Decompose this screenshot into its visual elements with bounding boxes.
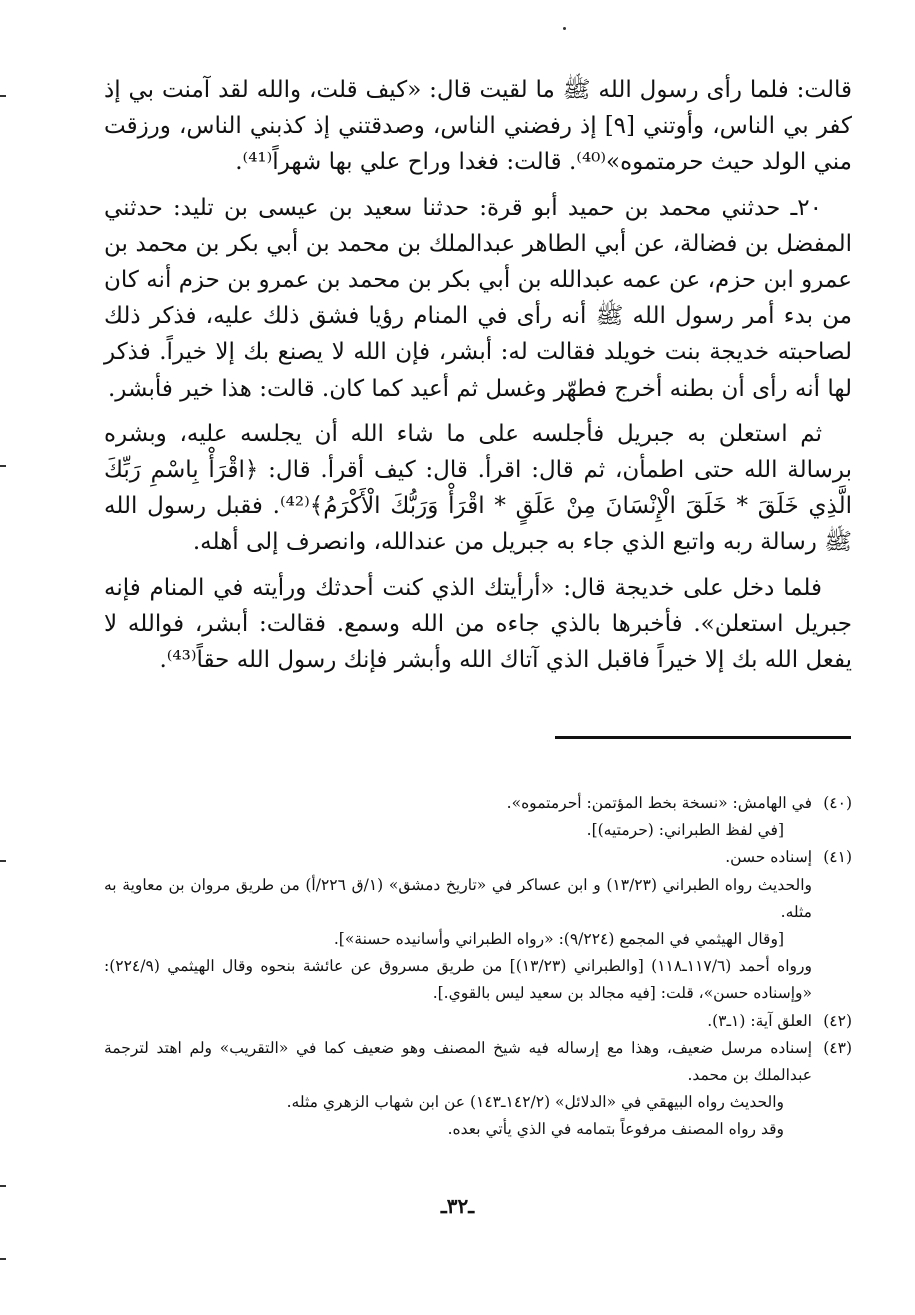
footnote-line: في الهامش: «نسخة بخط المؤتمن: أحرمتموه». [506, 794, 812, 812]
footnote-body [104, 790, 812, 844]
scan-speck [563, 27, 566, 30]
footnote [104, 1035, 852, 1144]
paragraph: قالت: فلما رأى رسول الله ﷺ ما لقيت قال: «كيف قلت، والله لقد آمنت بي إذ كفر بي الناس، وأوتني [٩] إذ رفضني الناس، وصدقتني إذ كذبني الناس، ورزقت مني الولد حيث حرمتموه»⁽⁴⁰⁾. قالت: فغدا وراح علي بها شهراً⁽⁴¹⁾. [104, 77, 853, 176]
paragraph: ثم استعلن به جبريل فأجلسه على ما شاء الله أن يجلسه عليه، وبشره برسالة الله حتى اطمأن، ثم قال: اقرأ. قال: كيف أقرأ. قال: ﴿اقْرَأْ بِاسْمِ رَبِّكَ الَّذِي خَلَقَ * خَلَقَ الْإِنْسَانَ مِنْ عَلَقٍ * اقْرَأْ وَرَبُّكَ الْأَكْرَمُ﴾⁽⁴²⁾. فقبل رسول الله ﷺ رسالة ربه واتبع الذي جاء به جبريل من عندالله، وانصرف إلى أهله. [104, 420, 852, 556]
footnote [104, 844, 852, 1007]
footnote-line: ورواه أحمد (١١٧/٦ـ١١٨) [والطبراني (١٣/٢٣)] من طريق مسروق عن عائشة بنحوه وقال الهيثمي (٢٢٤/٩): «وإسناده حسن»، قلت: [فيه مجالد بن سعيد ليس بالقوي.]. [104, 957, 812, 1003]
margin-mark [0, 860, 6, 862]
footnote-line: [في لفظ الطبراني: (حرمتيه)]. [586, 821, 784, 840]
footnote-line: والحديث رواه الطبراني (١٣/٢٣) و ابن عساكر في «تاريخ دمشق» (١/ق ٢٢٦/أ) من طريق مروان بن معاوية به مثله. [104, 875, 812, 921]
footnote-line: [وقال الهيثمي في المجمع (٩/٢٢٤): «رواه الطبراني وأسانيده حسنة»]. [333, 930, 784, 949]
footnote-number: (٤٣) [823, 1038, 852, 1057]
footnote-body [104, 844, 812, 1007]
footnote-line: إسناده مرسل ضعيف، وهذا مع إرساله فيه شيخ المصنف وهو ضعيف كما في «التقريب» ولم اهتد لترجمة عبدالملك بن محمد. [104, 1038, 812, 1085]
margin-mark [0, 95, 6, 97]
footnote-number: (٤١) [823, 848, 852, 867]
main-text-block [104, 72, 852, 687]
footnote-line: وقد رواه المصنف مرفوعاً بتمامه في الذي يأتي بعده. [447, 1120, 784, 1139]
footnote-body [104, 1008, 812, 1035]
paragraph: ٢٠ـ حدثني محمد بن حميد أبو قرة: حدثنا سعيد بن عيسى بن تليد: حدثني المفضل بن فضالة، عن أبي الطاهر عبدالملك بن محمد بن أبي بكر بن محمد بن عمرو ابن حزم، عن عمه عبدالله بن أبي بكر بن محمد بن عمرو بن حزم أنه كان من بدء أمر رسول الله ﷺ أنه رأى في المنام رؤيا فشق ذلك عليه، فذكر ذلك لصاحبته خديجة بنت خويلد فقالت له: أبشر، فإن الله لا يصنع بك إلا خيراً. فذكر لها أنه رأى أن بطنه أخرج فطهّر وغسل ثم أعيد كما كان. قالت: هذا خير فأبشر. [104, 194, 852, 402]
footnote-separator [555, 736, 851, 739]
footnote-line: والحديث رواه البيهقي في «الدلائل» (١٤٢/٢ـ١٤٣) عن ابن شهاب الزهري مثله. [286, 1093, 784, 1112]
footnote-line: العلق آية: (١ـ٣). [707, 1011, 812, 1030]
footnotes [104, 790, 852, 1144]
margin-mark [0, 1185, 6, 1187]
footnote-body [104, 1035, 812, 1144]
margin-mark [0, 1258, 6, 1260]
footnote-number: (٤٢) [823, 1011, 852, 1030]
paragraph: فلما دخل على خديجة قال: «أرأيتك الذي كنت أحدثك ورأيته في المنام فإنه جبريل استعلن». فأخبرها بالذي جاءه من الله وسمع. فقالت: أبشر، فوالله لا يفعل الله بك إلا خيراً فاقبل الذي آتاك الله وأبشر فإنك رسول الله حقاً⁽⁴³⁾. [104, 574, 852, 674]
footnote [104, 1008, 852, 1035]
footnote-line: إسناده حسن. [725, 848, 812, 867]
footnote [104, 790, 852, 844]
margin-mark [0, 465, 6, 467]
page-number: ـ٣٢ـ [440, 1194, 475, 1218]
footnote-number: (٤٠) [823, 794, 852, 812]
